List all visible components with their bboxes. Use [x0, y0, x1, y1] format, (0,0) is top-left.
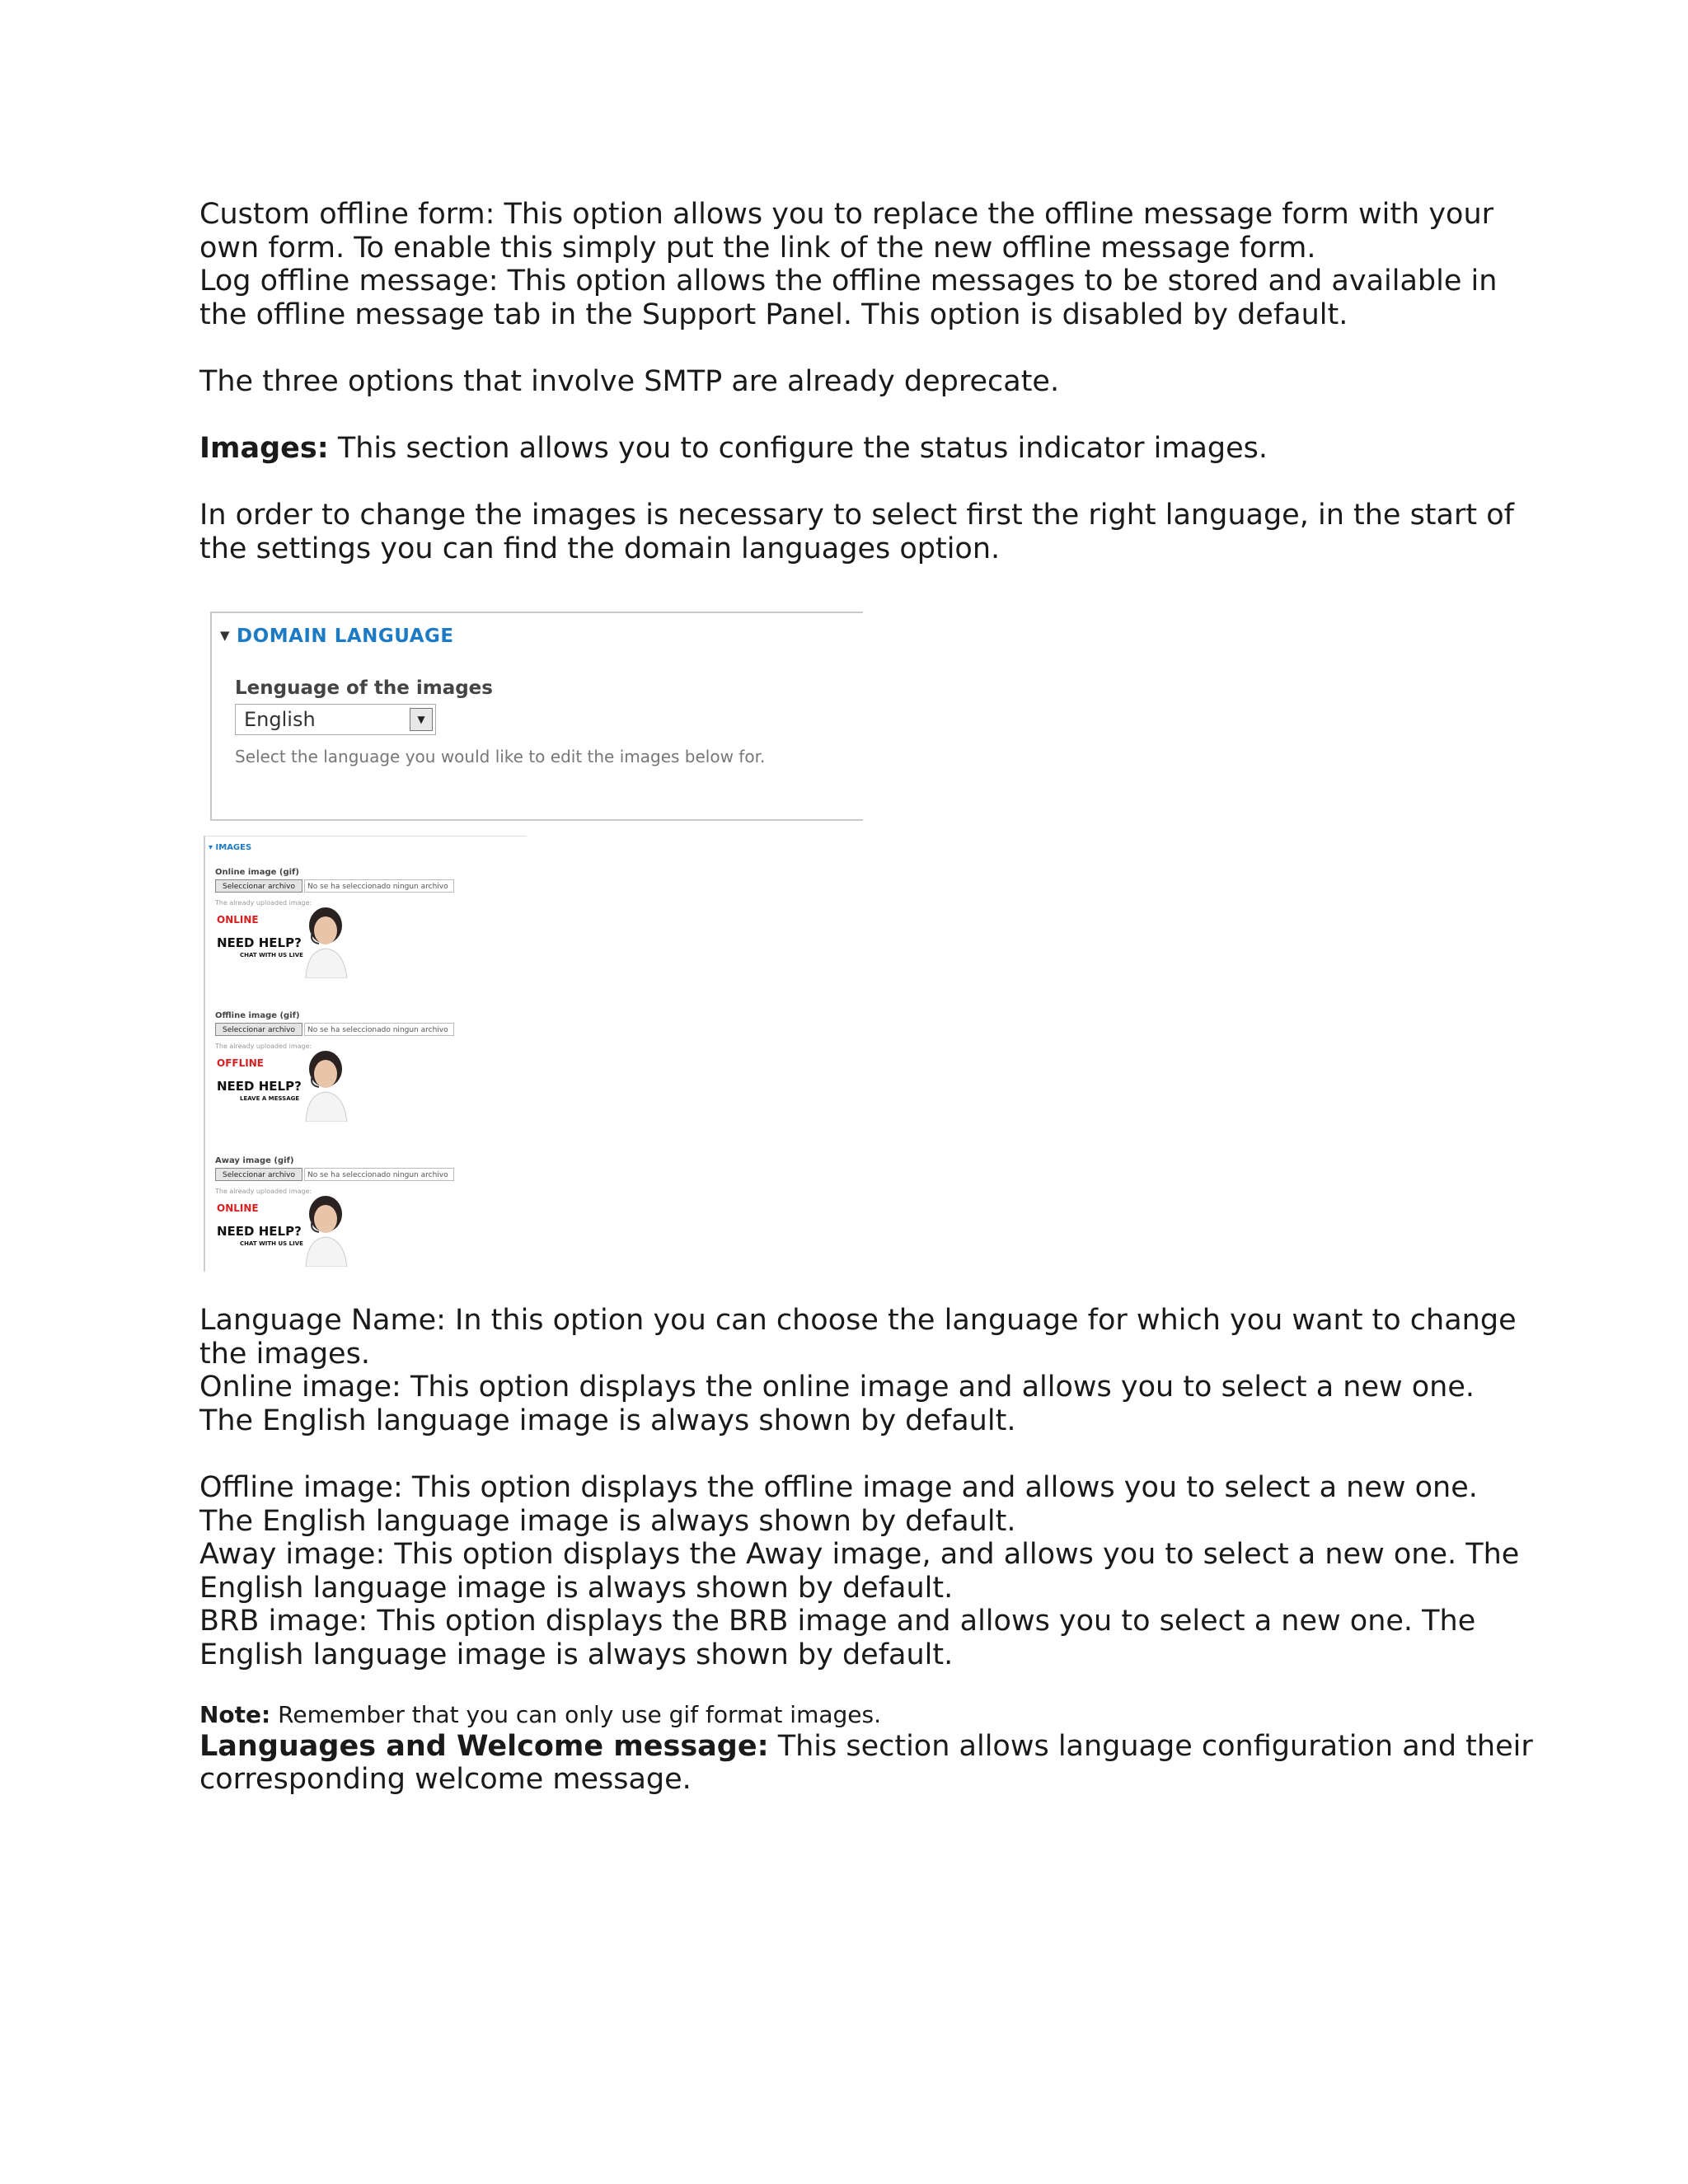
- language-of-images-label: Lenguage of the images: [235, 677, 493, 699]
- badge-need-help: NEED HELP?: [217, 935, 302, 950]
- domain-language-panel: [210, 612, 863, 821]
- paragraph-custom-offline-form: Custom offline form: This option allows you to replace the offline message form with your own form. To enable this simply put the link of the new offline message form.: [199, 198, 1494, 265]
- paragraph-note: [199, 1700, 1535, 1730]
- offline-status-image: [215, 1051, 355, 1122]
- paragraph-offline-image: Offline image: This option displays the offline image and allows you to select a new one. The English language image is always shown by default.: [199, 1470, 1478, 1538]
- images-legend-text: IMAGES: [215, 843, 252, 852]
- no-file-text: No se ha seleccionado ningun archivo: [304, 1023, 454, 1036]
- support-agent-photo: [301, 1051, 352, 1122]
- paragraph-log-offline-message: Log offline message: This option allows the offline messages to be stored and available in the offline message tab in the Support Panel. This option is disabled by default.: [199, 265, 1498, 331]
- images-panel: [204, 836, 527, 1272]
- support-agent-photo: [301, 1196, 352, 1267]
- online-image-label: Online image (gif): [215, 868, 299, 877]
- paragraph-order: In order to change the images is necessary to select first the right language, in the start of the settings you can find the domain languages option.: [199, 499, 1514, 565]
- languages-heading: Languages and Welcome message:: [199, 1729, 769, 1763]
- language-select-value: English: [244, 708, 316, 731]
- support-agent-photo: [301, 907, 352, 978]
- away-image-label: Away image (gif): [215, 1156, 294, 1165]
- uploaded-image-caption: The already uploaded image:: [215, 899, 312, 907]
- online-status-image: [215, 907, 355, 978]
- paragraph-online-image: Online image: This option displays the online image and allows you to select a new one. The English language image is always shown by default.: [199, 1371, 1475, 1437]
- choose-file-button[interactable]: Seleccionar archivo: [215, 1168, 302, 1181]
- badge-subtext: CHAT WITH US LIVE: [240, 1240, 303, 1247]
- badge-need-help: NEED HELP?: [217, 1224, 302, 1239]
- away-image-block: [215, 1156, 462, 1296]
- online-file-input[interactable]: [215, 879, 454, 894]
- choose-file-button[interactable]: Seleccionar archivo: [215, 879, 302, 893]
- badge-need-help: NEED HELP?: [217, 1079, 302, 1094]
- paragraph-languages: [199, 1730, 1535, 1797]
- text-block-bottom: [199, 1304, 1535, 1797]
- languages-text: This section allows language configuration and their corresponding welcome message.: [199, 1729, 1533, 1797]
- images-text: This section allows you to configure the status indicator images.: [328, 432, 1268, 466]
- images-heading: Images:: [199, 432, 329, 466]
- uploaded-image-caption: The already uploaded image:: [215, 1188, 312, 1195]
- text-block-top: [199, 198, 1535, 566]
- note-label: Note:: [199, 1700, 271, 1728]
- offline-file-input[interactable]: [215, 1023, 454, 1038]
- paragraph-smtp: The three options that involve SMTP are already deprecate.: [199, 364, 1060, 398]
- domain-language-legend-text: DOMAIN LANGUAGE: [237, 626, 454, 647]
- language-select-description: Select the language you would like to edit the images below for.: [235, 747, 766, 766]
- away-file-input[interactable]: [215, 1168, 454, 1183]
- uploaded-image-caption: The already uploaded image:: [215, 1043, 312, 1050]
- away-status-image: [215, 1196, 355, 1267]
- online-image-block: [215, 868, 462, 1008]
- images-legend[interactable]: ▾ IMAGES: [209, 843, 252, 852]
- note-text: Remember that you can only use gif format images.: [270, 1700, 881, 1728]
- paragraph-images: [199, 432, 1535, 466]
- offline-image-block: [215, 1011, 462, 1151]
- badge-status: ONLINE: [217, 1202, 259, 1214]
- chevron-down-icon[interactable]: ▼: [410, 708, 433, 731]
- badge-subtext: CHAT WITH US LIVE: [240, 952, 303, 958]
- domain-language-legend[interactable]: [220, 626, 454, 647]
- no-file-text: No se ha seleccionado ningun archivo: [304, 1168, 454, 1181]
- language-select[interactable]: [235, 704, 436, 735]
- no-file-text: No se ha seleccionado ningun archivo: [304, 879, 454, 893]
- badge-status: OFFLINE: [217, 1057, 264, 1069]
- badge-subtext: LEAVE A MESSAGE: [240, 1095, 300, 1102]
- paragraph-language-name: Language Name: In this option you can choose the language for which you want to change the images.: [199, 1304, 1517, 1371]
- choose-file-button[interactable]: Seleccionar archivo: [215, 1023, 302, 1036]
- paragraph-brb-image: BRB image: This option displays the BRB image and allows you to select a new one. The English language image is always shown by default.: [199, 1605, 1476, 1671]
- offline-image-label: Offline image (gif): [215, 1011, 300, 1020]
- triangle-down-icon: ▼: [220, 628, 231, 643]
- paragraph-away-image: Away image: This option displays the Away image, and allows you to select a new one. The English language image is always shown by default.: [199, 1538, 1520, 1605]
- badge-status: ONLINE: [217, 914, 259, 926]
